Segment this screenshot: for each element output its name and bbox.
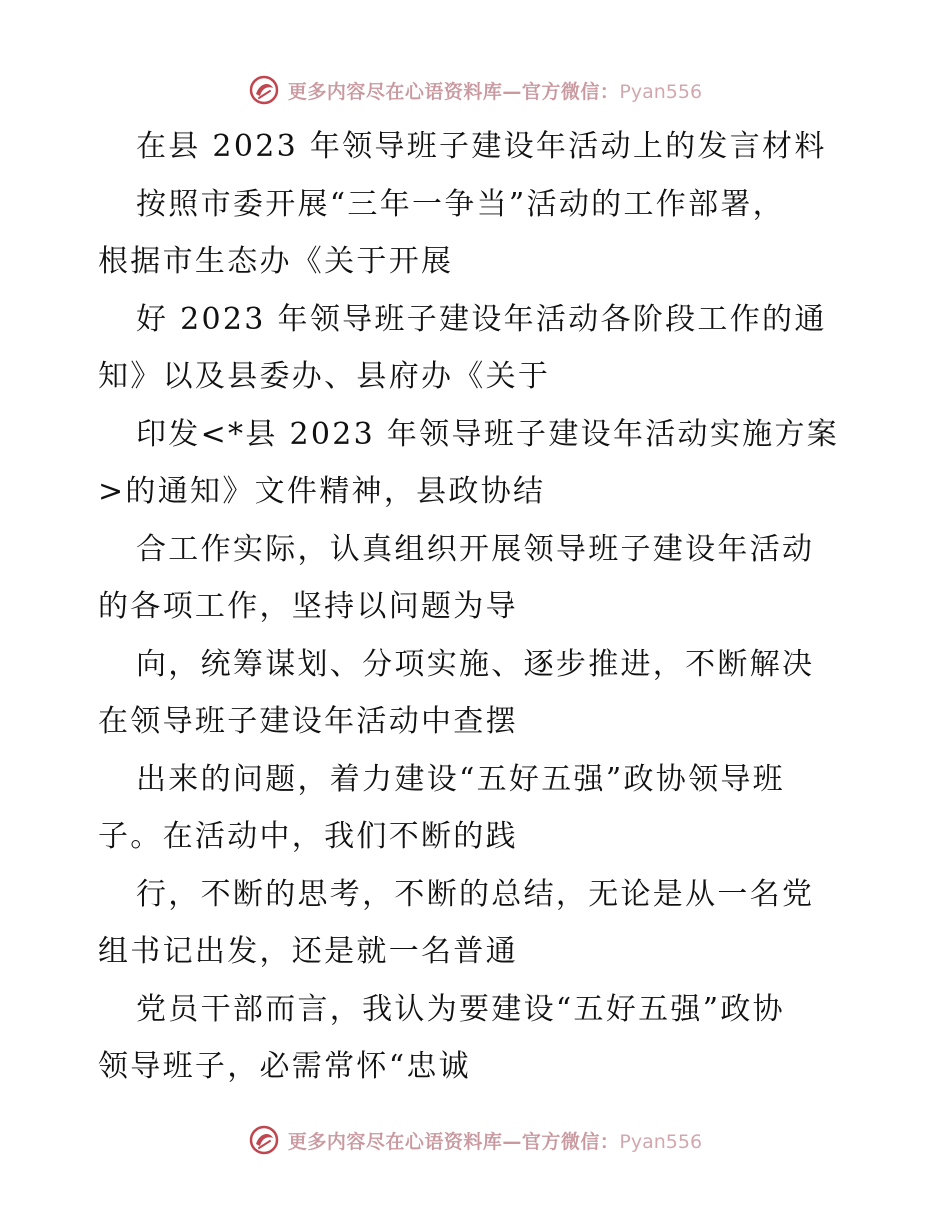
text-line: >的通知》文件精神，县政协结 bbox=[98, 474, 546, 509]
text-line: 的各项工作，坚持以问题为导 bbox=[98, 589, 518, 624]
text-line: 在县 2023 年领导班子建设年活动上的发言材料 bbox=[136, 129, 827, 164]
watermark-text: 更多内容尽在心语资料库—官方微信：Pyan556 bbox=[287, 80, 703, 103]
text-line: 印发<*县 2023 年领导班子建设年活动实施方案 bbox=[136, 416, 840, 452]
red-swirl-logo-icon bbox=[248, 74, 280, 106]
text-line: 根据市生态办《关于开展 bbox=[98, 244, 454, 279]
red-swirl-logo-icon bbox=[248, 1124, 280, 1156]
text-line: 出来的问题，着力建设“五好五强”政协领导班 bbox=[136, 761, 785, 797]
text-line: 行，不断的思考，不断的总结，无论是从一名党 bbox=[136, 876, 815, 912]
header-watermark bbox=[0, 70, 950, 110]
text-line: 向，统筹谋划、分项实施、逐步推进，不断解决 bbox=[136, 646, 815, 682]
text-line: 好 2023 年领导班子建设年活动各阶段工作的通 bbox=[136, 301, 827, 337]
text-line: 合工作实际，认真组织开展领导班子建设年活动 bbox=[136, 531, 815, 567]
text-line: 组书记出发，还是就一名普通 bbox=[98, 934, 518, 969]
text-line: 领导班子，必需常怀“忠诚 bbox=[98, 1049, 471, 1084]
text-line: 在领导班子建设年活动中查摆 bbox=[98, 704, 518, 739]
watermark-text: 更多内容尽在心语资料库—官方微信：Pyan556 bbox=[287, 1130, 703, 1153]
footer-watermark bbox=[0, 1120, 950, 1160]
document-body bbox=[98, 118, 858, 1096]
text-line: 按照市委开展“三年一争当”活动的工作部署， bbox=[136, 186, 785, 222]
text-line: 知》以及县委办、县府办《关于 bbox=[98, 359, 551, 394]
text-line: 党员干部而言，我认为要建设“五好五强”政协 bbox=[136, 991, 785, 1027]
text-line: 子。在活动中，我们不断的践 bbox=[98, 819, 518, 854]
watermark-handle: Pyan556 bbox=[619, 1130, 703, 1153]
watermark-handle: Pyan556 bbox=[619, 80, 703, 103]
